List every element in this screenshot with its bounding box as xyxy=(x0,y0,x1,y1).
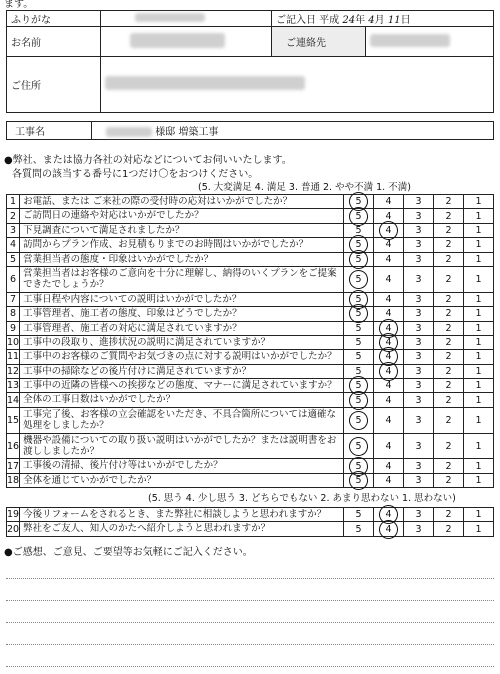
rating-option-1[interactable] xyxy=(464,266,494,292)
rating-option-1[interactable] xyxy=(464,350,494,364)
rating-option-1[interactable] xyxy=(464,393,494,407)
rating-value: 2 xyxy=(445,253,452,265)
question-text: お電話、または ご来社の際の受付時の応対はいかがでしたか？ xyxy=(20,195,344,209)
date-label: ご記入日 平成 xyxy=(276,15,340,26)
rating-option-3[interactable] xyxy=(404,195,434,209)
rating-value: 4 xyxy=(385,380,392,392)
rating-value: 5 xyxy=(355,523,362,535)
rating-value: 1 xyxy=(475,509,482,521)
rating-option-2[interactable] xyxy=(434,209,464,223)
question-row xyxy=(7,307,494,321)
rating-option-1[interactable] xyxy=(464,223,494,237)
rating-option-1[interactable] xyxy=(464,522,494,536)
rating-value: 4 xyxy=(385,308,392,320)
rating-option-3[interactable] xyxy=(404,459,434,473)
rating-value: 2 xyxy=(445,440,452,452)
rating-option-1[interactable] xyxy=(464,252,494,266)
rating-value: 2 xyxy=(445,475,452,486)
rating-option-3[interactable] xyxy=(404,522,434,536)
selected-rating-circle: 5 xyxy=(355,308,362,320)
rating-option-1[interactable] xyxy=(464,459,494,473)
month-suffix: 月 xyxy=(374,15,385,26)
rating-value: 4 xyxy=(385,273,392,285)
rating-option-4[interactable] xyxy=(374,433,404,459)
rating-value: 4 xyxy=(385,253,392,265)
rating-option-2[interactable] xyxy=(434,266,464,292)
question-text: 工事管理者、施工者の対応に満足されていますか？ xyxy=(20,321,344,335)
rating-value: 1 xyxy=(475,460,482,472)
rating-option-5[interactable] xyxy=(344,252,374,266)
rating-value: 3 xyxy=(415,210,422,222)
rating-option-2[interactable] xyxy=(434,393,464,407)
comment-line xyxy=(6,622,494,623)
rating-option-2[interactable] xyxy=(434,238,464,252)
question-text: 工事中の掃除などの後片付けに満足されていますか？ xyxy=(20,364,344,378)
rating-option-1[interactable] xyxy=(464,364,494,378)
rating-option-3[interactable] xyxy=(404,252,434,266)
comment-line xyxy=(6,666,494,667)
rating-option-5[interactable] xyxy=(344,433,374,459)
rating-option-4[interactable] xyxy=(374,195,404,209)
rating-value: 3 xyxy=(415,351,422,363)
question-row xyxy=(7,407,494,433)
rating-option-2[interactable] xyxy=(434,350,464,364)
rating-option-1[interactable] xyxy=(464,195,494,209)
question-text: 工事完了後、お客様の立会確認をいただき、不具合箇所については適確な処理をしましたか？ xyxy=(20,407,344,433)
question-text: 工事中の近隣の皆様への挨拶などの態度、マナーに満足されていますか？ xyxy=(20,379,344,393)
rating-value: 5 xyxy=(355,509,362,521)
rating-value: 3 xyxy=(415,440,422,452)
rating-option-4[interactable] xyxy=(374,266,404,292)
question-number: 9 xyxy=(7,321,20,335)
rating-option-3[interactable] xyxy=(404,335,434,349)
address-field[interactable] xyxy=(101,57,494,113)
rating-option-2[interactable] xyxy=(434,195,464,209)
comment-line xyxy=(6,600,494,601)
rating-option-3[interactable] xyxy=(404,223,434,237)
date-year: 24 xyxy=(342,15,356,26)
day-suffix: 日 xyxy=(400,15,411,26)
question-number: 6 xyxy=(7,266,20,292)
rating-value: 2 xyxy=(445,273,452,285)
rating-value: 2 xyxy=(445,351,452,363)
comments-label: ●ご感想、ご意見、ご要望等お気軽にご記入ください。 xyxy=(4,547,253,558)
question-text: 訪問からプラン作成、お見積もりまでのお時間はいかがでしたか？ xyxy=(20,238,344,252)
rating-value: 3 xyxy=(415,322,422,334)
project-table xyxy=(6,121,494,140)
rating-value: 3 xyxy=(415,196,422,208)
rating-option-1[interactable] xyxy=(464,292,494,306)
rating-value: 4 xyxy=(385,460,392,472)
rating-option-2[interactable] xyxy=(434,508,464,522)
selected-rating-circle: 4 xyxy=(385,337,392,349)
question-row xyxy=(7,335,494,349)
rating-value: 3 xyxy=(415,414,422,426)
selected-rating-circle: 5 xyxy=(355,475,362,486)
rating-option-2[interactable] xyxy=(434,473,464,487)
question-text: 営業担当者の態度・印象はいかがでしたか？ xyxy=(20,252,344,266)
question-number: 13 xyxy=(7,380,20,392)
question-text: 全体を通じていかがでしたか？ xyxy=(20,473,344,487)
rating-value: 1 xyxy=(475,380,482,392)
rating-value: 1 xyxy=(475,394,482,406)
rating-value: 1 xyxy=(475,253,482,265)
rating-value: 3 xyxy=(415,523,422,535)
rating-value: 5 xyxy=(355,351,362,363)
rating-option-1[interactable] xyxy=(464,508,494,522)
rating-option-1[interactable] xyxy=(464,335,494,349)
rating-option-5[interactable] xyxy=(344,508,374,522)
rating-value: 1 xyxy=(475,210,482,222)
rating-option-3[interactable] xyxy=(404,379,434,393)
question-row xyxy=(7,238,494,252)
question-number: 1 xyxy=(7,195,20,209)
selected-rating-circle: 5 xyxy=(355,273,362,285)
selected-rating-circle: 5 xyxy=(355,253,362,265)
rating-option-5[interactable] xyxy=(344,473,374,487)
rating-option-2[interactable] xyxy=(434,223,464,237)
rating-option-1[interactable] xyxy=(464,321,494,335)
rating-option-4[interactable] xyxy=(374,522,404,536)
rating-option-1[interactable] xyxy=(464,379,494,393)
rating-option-2[interactable] xyxy=(434,379,464,393)
rating-value: 1 xyxy=(475,239,482,251)
question-number: 19 xyxy=(7,509,20,521)
rating-value: 1 xyxy=(475,475,482,486)
question-number: 4 xyxy=(7,238,20,252)
question-row xyxy=(7,350,494,364)
rating-option-3[interactable] xyxy=(404,209,434,223)
rating-option-3[interactable] xyxy=(404,321,434,335)
question-number: 8 xyxy=(7,307,20,321)
question-row xyxy=(7,266,494,292)
rating-value: 5 xyxy=(355,365,362,377)
rating-value: 1 xyxy=(475,337,482,349)
rating-value: 2 xyxy=(445,308,452,320)
rating-value: 3 xyxy=(415,239,422,251)
instructions-line2: 各質問の該当する番号に1つだけ〇をおつけください。 xyxy=(12,169,259,180)
question-row xyxy=(7,459,494,473)
question-text: 工事後の清掃、後片付け等はいかがでしたか？ xyxy=(20,459,344,473)
project-field[interactable] xyxy=(92,122,494,140)
rating-value: 2 xyxy=(445,337,452,349)
rating-option-5[interactable] xyxy=(344,393,374,407)
question-number: 2 xyxy=(7,209,20,223)
rating-value: 2 xyxy=(445,239,452,251)
rating-option-1[interactable] xyxy=(464,307,494,321)
rating-option-4[interactable] xyxy=(374,473,404,487)
selected-rating-circle: 4 xyxy=(385,509,392,521)
instructions-line1: ●弊社、または協力各社の対応などについてお伺いいたします。 xyxy=(4,155,292,166)
rating-value: 3 xyxy=(415,365,422,377)
question-row xyxy=(7,209,494,223)
question-row xyxy=(7,393,494,407)
question-number: 3 xyxy=(7,223,20,237)
question-number: 18 xyxy=(7,475,20,486)
question-number: 5 xyxy=(7,252,20,266)
rating-option-4[interactable] xyxy=(374,223,404,237)
question-row xyxy=(7,292,494,306)
question-number: 12 xyxy=(7,365,20,377)
rating-value: 4 xyxy=(385,210,392,222)
question-row xyxy=(7,252,494,266)
rating-option-4[interactable] xyxy=(374,459,404,473)
comment-line xyxy=(6,644,494,645)
question-row xyxy=(7,195,494,209)
rating-option-5[interactable] xyxy=(344,407,374,433)
rating-option-5[interactable] xyxy=(344,350,374,364)
rating-value: 5 xyxy=(355,322,362,334)
question-number: 14 xyxy=(7,394,20,406)
name-field[interactable] xyxy=(101,27,272,57)
date-day: 11 xyxy=(387,15,401,26)
fill-date[interactable] xyxy=(272,11,494,27)
rating-value: 3 xyxy=(415,394,422,406)
rating-option-2[interactable] xyxy=(434,321,464,335)
rating-value: 4 xyxy=(385,440,392,452)
rating-value: 2 xyxy=(445,224,452,236)
rating-option-3[interactable] xyxy=(404,292,434,306)
rating-value: 2 xyxy=(445,509,452,521)
customer-info-table xyxy=(6,10,494,113)
rating-value: 4 xyxy=(385,475,392,486)
rating-value: 1 xyxy=(475,523,482,535)
contact-label: ご連絡先 xyxy=(272,27,366,57)
rating-value: 1 xyxy=(475,365,482,377)
rating-value: 3 xyxy=(415,337,422,349)
rating-option-1[interactable] xyxy=(464,473,494,487)
rating-value: 1 xyxy=(475,351,482,363)
rating-option-3[interactable] xyxy=(404,508,434,522)
question-number: 15 xyxy=(7,407,20,433)
question-number: 7 xyxy=(7,292,20,306)
question-row xyxy=(7,508,494,522)
rating-value: 4 xyxy=(385,239,392,251)
rating-value: 4 xyxy=(385,196,392,208)
question-row xyxy=(7,364,494,378)
rating-option-5[interactable] xyxy=(344,307,374,321)
rating-option-2[interactable] xyxy=(434,459,464,473)
rating-value: 2 xyxy=(445,293,452,305)
question-number: 17 xyxy=(7,460,20,472)
rating-option-2[interactable] xyxy=(434,307,464,321)
question-text: 工事中の段取り、進捗状況の説明に満足されていますか？ xyxy=(20,335,344,349)
question-text: 工事中のお客様のご質問やお気づきの点に対する説明はいかがでしたか？ xyxy=(20,350,344,364)
furigana-label: ふりがな xyxy=(7,11,101,27)
contact-field[interactable] xyxy=(366,27,494,57)
rating-option-3[interactable] xyxy=(404,266,434,292)
rating-value: 1 xyxy=(475,440,482,452)
question-text: 機器や設備についての取り扱い説明はいかがでしたか？または説明書をお渡ししましたか？ xyxy=(20,433,344,459)
rating-option-5[interactable] xyxy=(344,335,374,349)
rating-option-3[interactable] xyxy=(404,433,434,459)
rating-option-3[interactable] xyxy=(404,307,434,321)
rating-value: 1 xyxy=(475,308,482,320)
rating-value: 2 xyxy=(445,414,452,426)
rating-value: 3 xyxy=(415,509,422,521)
name-label: お名前 xyxy=(7,27,101,57)
rating-option-5[interactable] xyxy=(344,266,374,292)
address-label: ご住所 xyxy=(7,57,101,113)
selected-rating-circle: 4 xyxy=(385,351,392,363)
rating-option-2[interactable] xyxy=(434,407,464,433)
furigana-field[interactable] xyxy=(101,11,272,27)
selected-rating-circle: 5 xyxy=(355,414,362,426)
rating-value: 3 xyxy=(415,293,422,305)
question-text: 工事管理者、施工者の態度、印象はどうでしたか？ xyxy=(20,307,344,321)
question-text: 下見調査について満足されましたか？ xyxy=(20,223,344,237)
top-text-fragment: ます。 xyxy=(4,0,34,10)
selected-rating-circle: 4 xyxy=(385,322,392,334)
question-text: 営業担当者はお客様のご意向を十分に理解し、納得のいくプランをご提案できたでしょうか？ xyxy=(20,266,344,292)
rating-value: 1 xyxy=(475,322,482,334)
project-value: 様邸 増築工事 xyxy=(155,127,219,138)
rating-option-2[interactable] xyxy=(434,433,464,459)
intention-table xyxy=(6,507,494,537)
project-label: 工事名 xyxy=(7,122,92,140)
rating-value: 1 xyxy=(475,196,482,208)
selected-rating-circle: 5 xyxy=(355,440,362,452)
rating-value: 3 xyxy=(415,224,422,236)
selected-rating-circle: 5 xyxy=(355,394,362,406)
rating-value: 2 xyxy=(445,196,452,208)
rating-value: 4 xyxy=(385,293,392,305)
rating-option-2[interactable] xyxy=(434,335,464,349)
question-text: 工事日程や内容についての説明はいかがでしたか？ xyxy=(20,292,344,306)
rating-option-5[interactable] xyxy=(344,209,374,223)
question-text: ご訪問日の連絡や対応はいかがでしたか？ xyxy=(20,209,344,223)
rating-option-3[interactable] xyxy=(404,393,434,407)
question-row xyxy=(7,223,494,237)
rating-value: 3 xyxy=(415,475,422,486)
rating-value: 3 xyxy=(415,273,422,285)
selected-rating-circle: 4 xyxy=(385,365,392,377)
question-row xyxy=(7,433,494,459)
rating-value: 3 xyxy=(415,380,422,392)
selected-rating-circle: 5 xyxy=(355,210,362,222)
rating-option-1[interactable] xyxy=(464,238,494,252)
selected-rating-circle: 4 xyxy=(385,523,392,535)
rating-option-4[interactable] xyxy=(374,252,404,266)
rating-value: 3 xyxy=(415,308,422,320)
rating-value: 2 xyxy=(445,394,452,406)
rating-option-5[interactable] xyxy=(344,522,374,536)
question-number: 10 xyxy=(7,337,20,349)
question-row xyxy=(7,473,494,487)
selected-rating-circle: 4 xyxy=(385,224,392,236)
rating-value: 2 xyxy=(445,380,452,392)
selected-rating-circle: 5 xyxy=(355,293,362,305)
rating-value: 4 xyxy=(385,394,392,406)
date-month: 4 xyxy=(368,15,375,26)
scale2-legend: (5. 思う 4. 少し思う 3. どちらでもない 2. あまり思わない 1. 思わない) xyxy=(148,493,456,504)
rating-value: 5 xyxy=(355,337,362,349)
question-number: 16 xyxy=(7,433,20,459)
rating-option-3[interactable] xyxy=(404,473,434,487)
rating-value: 1 xyxy=(475,224,482,236)
rating-option-3[interactable] xyxy=(404,238,434,252)
question-row xyxy=(7,321,494,335)
rating-option-4[interactable] xyxy=(374,292,404,306)
rating-value: 2 xyxy=(445,365,452,377)
rating-option-3[interactable] xyxy=(404,407,434,433)
question-text: 今後リフォームをされるとき、また弊社に相談しようと思われますか？ xyxy=(20,508,344,522)
rating-value: 2 xyxy=(445,322,452,334)
rating-value: 2 xyxy=(445,210,452,222)
question-number: 11 xyxy=(7,351,20,363)
question-row xyxy=(7,379,494,393)
rating-option-2[interactable] xyxy=(434,364,464,378)
rating-option-1[interactable] xyxy=(464,433,494,459)
rating-value: 4 xyxy=(385,414,392,426)
rating-option-4[interactable] xyxy=(374,393,404,407)
rating-option-3[interactable] xyxy=(404,350,434,364)
rating-value: 1 xyxy=(475,273,482,285)
comment-line xyxy=(6,578,494,579)
rating-option-4[interactable] xyxy=(374,364,404,378)
rating-value: 3 xyxy=(415,253,422,265)
rating-value: 3 xyxy=(415,460,422,472)
selected-rating-circle: 5 xyxy=(355,460,362,472)
rating-option-4[interactable] xyxy=(374,407,404,433)
rating-option-1[interactable] xyxy=(464,407,494,433)
selected-rating-circle: 5 xyxy=(355,196,362,208)
question-text: 全体の工事日数はいかがでしたか？ xyxy=(20,393,344,407)
question-row xyxy=(7,522,494,536)
satisfaction-table xyxy=(6,194,494,488)
question-text: 弊社をご友人、知人のかたへ紹介しようと思われますか？ xyxy=(20,522,344,536)
rating-option-2[interactable] xyxy=(434,292,464,306)
selected-rating-circle: 5 xyxy=(355,239,362,251)
rating-option-1[interactable] xyxy=(464,209,494,223)
rating-value: 1 xyxy=(475,293,482,305)
year-suffix: 年 xyxy=(355,15,366,26)
scale-legend: (5. 大変満足 4. 満足 3. 普通 2. やや不満 1. 不満) xyxy=(198,182,411,193)
selected-rating-circle: 5 xyxy=(355,380,362,392)
rating-value: 5 xyxy=(355,224,362,236)
question-number: 20 xyxy=(7,523,20,535)
rating-value: 1 xyxy=(475,414,482,426)
rating-option-2[interactable] xyxy=(434,522,464,536)
rating-option-2[interactable] xyxy=(434,252,464,266)
rating-option-3[interactable] xyxy=(404,364,434,378)
rating-value: 2 xyxy=(445,523,452,535)
rating-value: 2 xyxy=(445,460,452,472)
